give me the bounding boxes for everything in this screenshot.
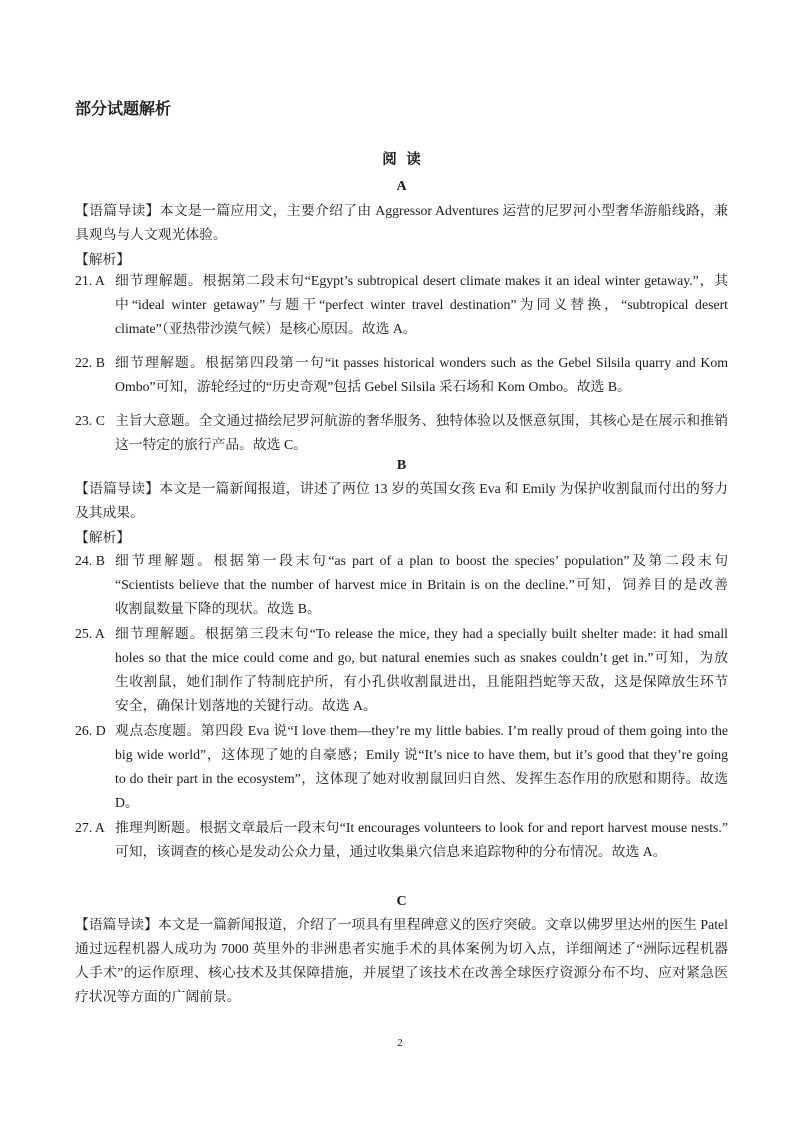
explanation-line: Ombo”可知，游轮经过的“历史奇观”包括 Gebel Silsila 采石场和 Kom Ombo。故选 B。 — [115, 379, 631, 394]
question-explanation — [75, 622, 728, 718]
page-content — [75, 98, 728, 1009]
question-number: 21. A — [75, 273, 105, 288]
analysis-label: 【解析】 — [75, 530, 131, 545]
page-heading: 部分试题解析 — [75, 101, 172, 118]
passage-c — [75, 890, 728, 1009]
explanation-line: “Scientists believe that the number of harvest mice in Britain is on the decline.”可知，饲养目的是改善 — [115, 577, 728, 592]
explanation-line — [75, 719, 728, 743]
section-title: 阅 读 — [382, 152, 421, 168]
intro-line: 疗状况等方面的广阔前景。 — [75, 989, 241, 1004]
explanation-line — [75, 409, 728, 433]
intro-line: 【语篇导读】本文是一篇新闻报道，讲述了两位 13 岁的英国女孩 Eva 和 Emily 为保护收割鼠而付出的努力 — [75, 481, 728, 496]
passage-intro — [75, 199, 728, 247]
passage-a — [75, 175, 728, 457]
question-number: 23. C — [75, 413, 105, 428]
intro-line: 【语篇导读】本文是一篇应用文，主要介绍了由 Aggressor Adventures 运营的尼罗河小型奢华游船线路，兼 — [75, 203, 728, 218]
explanation-text: 细节理解题。根据第二段末句“Egypt’s subtropical desert climate makes it an ideal winter getaway.”，其 — [115, 273, 728, 288]
page-number: 2 — [397, 1037, 403, 1049]
intro-line: 【语篇导读】本文是一篇新闻报道，介绍了一项具有里程碑意义的医疗突破。文章以佛罗里达州的医生 Patel — [75, 917, 728, 932]
intro-line: 人手术”的运作原理、核心技术及其保障措施，并展望了该技术在改善全球医疗资源分布不均、应对紧急医 — [75, 965, 728, 980]
explanation-line: big wide world”，这体现了她的自豪感；Emily 说“It’s nice to have them, but it’s good that they’re going — [115, 747, 728, 762]
question-explanation — [75, 269, 728, 341]
question-number: 24. B — [75, 553, 105, 568]
intro-line: 及其成果。 — [75, 505, 144, 520]
question-explanation — [75, 351, 728, 399]
analysis-label: 【解析】 — [75, 252, 131, 267]
explanation-line: 中“ideal winter getaway”与题干“perfect winter travel destination”为同义替换，“subtropical desert — [115, 297, 728, 312]
explanation-line: 安全，确保计划落地的关键行动。故选 A。 — [115, 698, 377, 713]
question-number: 25. A — [75, 626, 105, 641]
intro-line: 具观鸟与人文观光体验。 — [75, 227, 227, 242]
passage-label-a: A — [396, 179, 407, 194]
explanation-line: to do their part in the ecosystem”，这体现了她对收割鼠回归自然、发挥生态作用的欣慰和期待。故选 — [115, 771, 728, 786]
explanation-line: 生收割鼠，她们制作了特制庇护所，有小孔供收割鼠进出，且能阻挡蛇等天敌，这是保障放生环节 — [115, 674, 728, 689]
passage-intro — [75, 477, 728, 525]
passage-label-c: C — [396, 894, 407, 909]
question-explanation — [75, 549, 728, 621]
explanation-text: 细节理解题。根据第三段末句“To release the mice, they had a specially built shelter made: it had small — [115, 626, 728, 641]
explanation-line: 可知，该调查的核心是发动公众力量，通过收集巢穴信息来追踪物种的分布情况。故选 A。 — [115, 844, 667, 859]
explanation-line: holes so that the mice could come and go, but natural enemies such as snakes couldn’t get in.”可知，为放 — [115, 650, 728, 665]
passage-intro — [75, 913, 728, 1009]
explanation-line: 收割鼠数量下降的现状。故选 B。 — [115, 601, 321, 616]
question-number: 22. B — [75, 355, 105, 370]
question-number: 26. D — [75, 723, 106, 738]
explanation-text: 主旨大意题。全文通过描绘尼罗河航游的奢华服务、独特体验以及惬意氛围，其核心是在展示和推销 — [115, 413, 728, 428]
explanation-line — [75, 622, 728, 646]
explanation-text: 观点态度题。第四段 Eva 说“I love them—they’re my little babies. I’m really proud of them going into the — [115, 723, 728, 738]
question-explanation — [75, 719, 728, 815]
explanation-text: 细节理解题。根据第四段第一句“it passes historical wonders such as the Gebel Silsila quarry and Kom — [115, 355, 728, 370]
explanation-line — [75, 269, 728, 293]
question-number: 27. A — [75, 820, 105, 835]
explanation-line: 这一特定的旅行产品。故选 C。 — [115, 437, 308, 452]
intro-line: 通过远程机器人成功为 7000 英里外的非洲患者实施手术的具体案例为切入点，详细阐述了“洲际远程机器 — [75, 941, 728, 956]
explanation-line — [75, 351, 728, 375]
explanation-line: D。 — [115, 795, 139, 810]
question-explanation — [75, 409, 728, 457]
explanation-line — [75, 549, 728, 573]
passage-b — [75, 454, 728, 864]
explanation-line — [75, 816, 728, 840]
passage-label-b: B — [396, 458, 407, 473]
explanation-line: climate”（亚热带沙漠气候）是核心原因。故选 A。 — [115, 321, 417, 336]
explanation-text: 推理判断题。根据文章最后一段末句“It encourages volunteers to look for and report harvest mouse nests.” — [115, 820, 728, 835]
question-explanation — [75, 816, 728, 864]
explanation-text: 细节理解题。根据第一段末句“as part of a plan to boost the species’ population”及第二段末句 — [115, 553, 728, 568]
